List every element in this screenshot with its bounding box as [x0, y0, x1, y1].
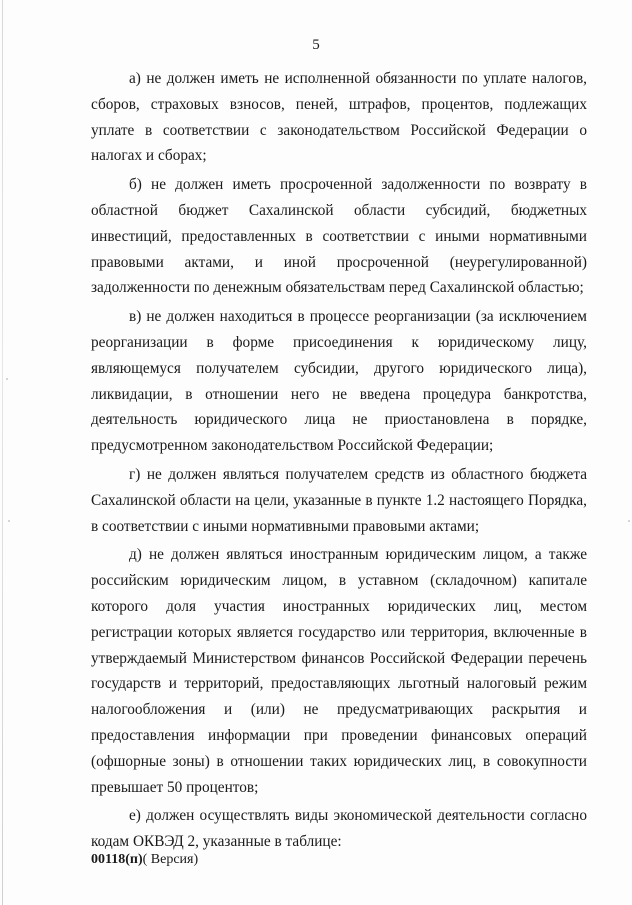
scan-edge-line — [2, 0, 3, 905]
scan-speck — [6, 378, 8, 380]
paragraph-g: г) не должен являться получателем средств из областного бюджета Сахалинской области на цели, указанные в пункте 1.2 настоящего Порядка, в соответствии с иными нормативными правовыми актами; — [91, 465, 587, 535]
paragraph-a: а) не должен иметь не исполненной обязанности по уплате налогов, сборов, страховых взносов, пеней, штрафов, процентов, подлежащих уплате в соответствии с законодательством Российской Федерации о налогах и сборах; — [91, 70, 587, 165]
document-version: ( Версия) — [142, 852, 199, 867]
paragraph-e: е) должен осуществлять виды экономической деятельности согласно кодам ОКВЭД 2, указанные в таблице: — [91, 807, 587, 851]
page-number: 5 — [312, 37, 320, 53]
paragraph-d: д) не должен являться иностранным юридическим лицом, а также российским юридическим лицом, в уставном (складочном) капитале которого доля участия иностранных юридических лиц, местом регистрации которых является государство или территория, включенные в утверждаемый Министерством финансов Российской Федерации перечень государств и территорий, предоставляющих льготный налоговый режим налогообложения и (или) не предусматривающих раскрытия и предоставления информации при проведении финансовых операций (офшорные зоны) в отношении таких юридических лиц, в совокупности превышает 50 процентов; — [91, 546, 587, 796]
footer-document-code — [91, 851, 198, 869]
document-code: 00118(п) — [91, 852, 143, 867]
scan-speck — [8, 520, 10, 522]
document-body — [91, 66, 587, 858]
scan-speck — [628, 520, 630, 522]
paragraph-v: в) не должен находиться в процессе реорганизации (за исключением реорганизации в форме присоединения к юридическому лицу, являющемуся получателем субсидии, другого юридического лица), ликвидации, в отношении него не введена процедура банкротства, деятельность юридического лица не приостановлена в порядке, предусмотренном законодательством Российской Федерации; — [91, 308, 587, 455]
paragraph-b: б) не должен иметь просроченной задолженности по возврату в областной бюджет Сахалинской области субсидий, бюджетных инвестиций, предоставленных в соответствии с иными нормативными правовыми актами, и иной просроченной (неурегулированной) задолженности по денежным обязательствам перед Сахалинской областью; — [91, 176, 587, 297]
